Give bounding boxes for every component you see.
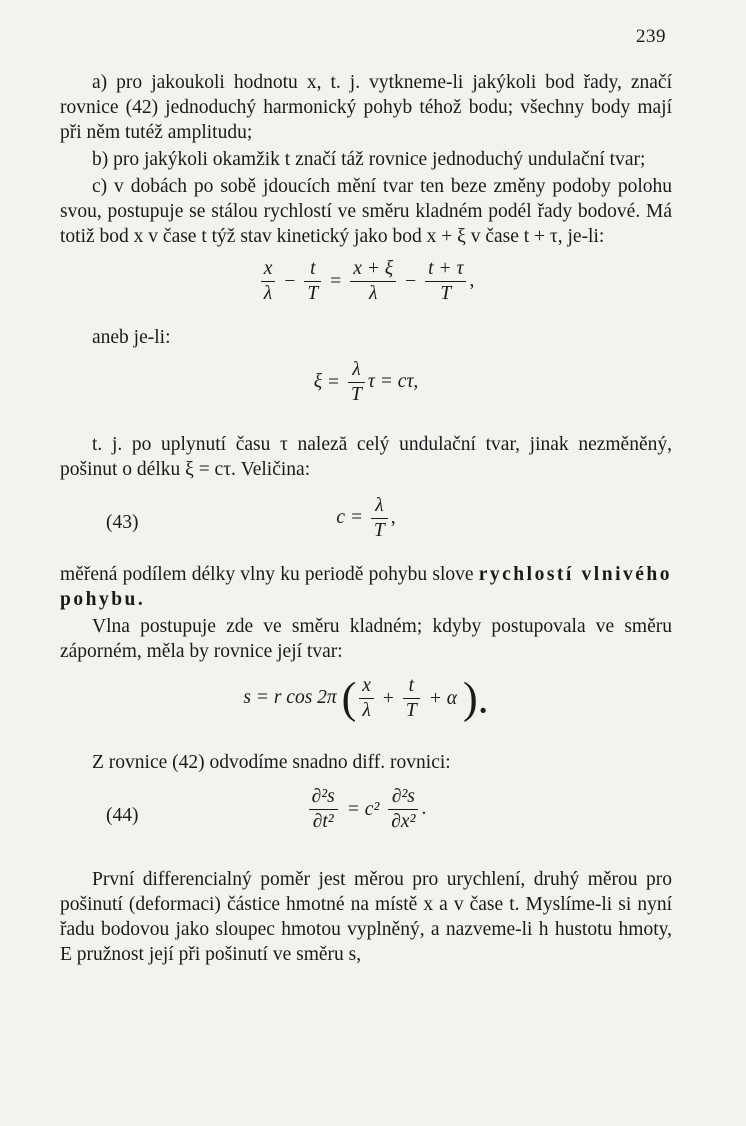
paragraph-tj: t. j. po uplynutí času τ naleză celý undulační tvar, jinak nezměněný, pošinut o délku ξ = cτ. Veličina:: [60, 434, 672, 480]
fraction: $\frac{x}{\lambda}$: [359, 674, 374, 723]
fraction: $\frac{\lambda}{T}$: [348, 358, 365, 407]
page-body: [60, 70, 672, 967]
fraction: $\frac{\text{∂²s}}{\text{∂t²}}$: [309, 785, 338, 834]
page-number: 239: [636, 26, 666, 47]
term-highlight: rychlostí vlnivého pohybu.: [60, 564, 672, 610]
paragraph-a: a) pro jakoukoli hodnotu x, t. j. vytkneme-li jakýkoli bod řady, značí rovnice (42) jednoduchý harmonický pohyb téhož bodu; všechny body mají při něm tutéž amplitudu;: [60, 72, 672, 143]
equation-shift: $\frac{x}{\lambda}$ − $\frac{t}{T}$ = $\frac{x + \xi}{\lambda}$ − $\frac{t + \tau}{T}$ ,: [60, 249, 672, 313]
paragraph-b: b) pro jakýkoli okamžik t značí táž rovnice jednoduchý undulační tvar;: [92, 149, 646, 170]
equation-43: (43) c = $\frac{\lambda}{T}$ ,: [106, 495, 396, 541]
equation-44: (44) $\frac{\text{∂²s}}{\text{∂t²}}$ = c² $\frac{\text{∂²s}}{\text{∂x²}}$ .: [106, 786, 427, 832]
fraction: $\frac{\text{∂²s}}{\text{∂x²}}$: [388, 785, 418, 834]
fraction: $\frac{x}{\lambda}$: [261, 257, 276, 306]
fraction: $\frac{t}{T}$: [403, 674, 420, 723]
fraction: $\frac{t + \tau}{T}$: [425, 257, 466, 306]
equation-xi: ξ = $\frac{\lambda}{T}$ τ = cτ,: [313, 359, 419, 405]
paragraph-merena: měřená podílem délky vlny ku periodě pohybu slove rychlostí vlnivého pohybu.: [60, 564, 672, 610]
paragraph-aneb: aneb je-li:: [92, 327, 171, 348]
paragraph-vlna: Vlna postupuje zde ve směru kladném; kdyby postupovala ve směru záporném, měla by rovnice její tvar:: [60, 616, 672, 662]
paragraph-z: Z rovnice (42) odvodíme snadno diff. rovnici:: [92, 752, 451, 773]
equation-negative-direction: s = r cos 2π ( $\frac{x}{\lambda}$ + $\frac{t}{T}$ + α ).: [243, 673, 489, 723]
fraction: $\frac{t}{T}$: [304, 257, 321, 306]
equation-number: (43): [106, 512, 139, 533]
fraction: $\frac{x + \xi}{\lambda}$: [350, 257, 396, 306]
equation-number: (44): [106, 805, 139, 826]
paragraph-c: c) v dobách po sobě jdoucích mění tvar ten beze změny podoby polohu svou, postupuje se stálou rychlostí ve směru kladném podél řady bodové. Má totiž bod x v čase t týž stav kinetický jako bod x + ξ v čase t + τ, je-li:: [60, 176, 672, 247]
paragraph-last: První differencialný poměr jest měrou pro urychlení, druhý měrou pro pošinutí (deformaci) částice hmotné na místě x a v čase t. Myslíme-li si nyní řadu bodovou jako sloupec hmotou vyplněný, a nazveme-li h hustotu hmoty, E pružnost její při pošinutí ve směru s,: [60, 869, 672, 965]
fraction: $\frac{\lambda}{T}$: [371, 494, 388, 543]
